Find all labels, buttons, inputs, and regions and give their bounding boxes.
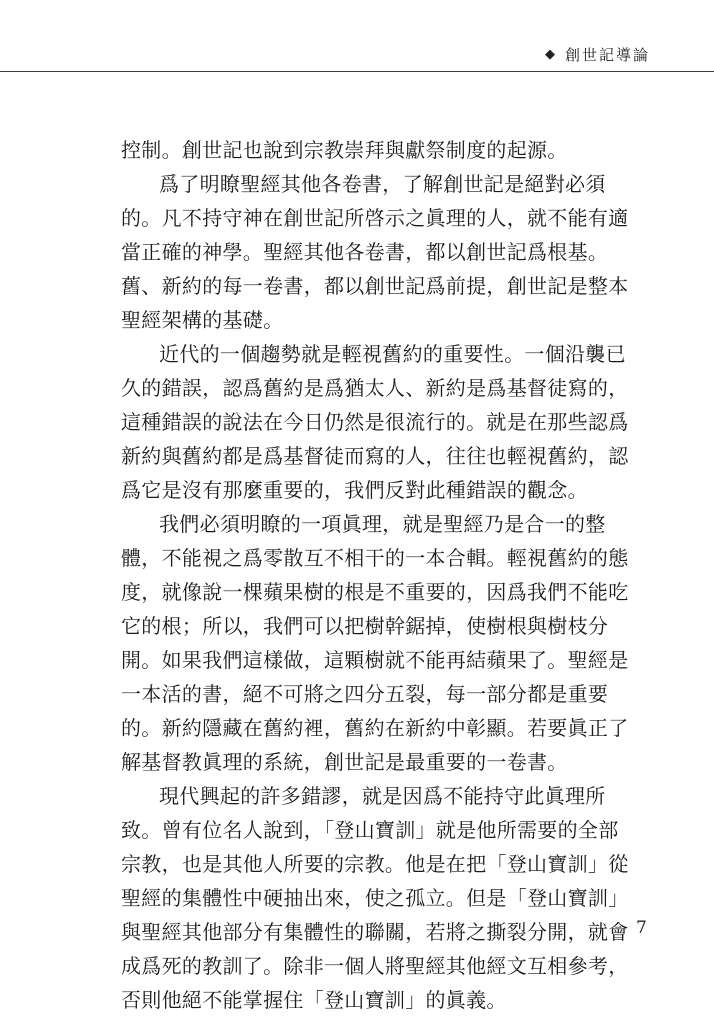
text-line: 爲了明瞭聖經其他各卷書，了解創世記是絕對必須 bbox=[159, 172, 606, 196]
header-rule bbox=[0, 71, 714, 72]
text-line: 的。新約隱藏在舊約裡，舊約在新約中彰顯。若要眞正了 bbox=[121, 716, 629, 740]
text-line: 宗教，也是其他人所要的宗教。他是在把「登山寶訓」從 bbox=[121, 852, 629, 876]
text-line: 致。曾有位名人說到，「登山寶訓」就是他所需要的全部 bbox=[121, 818, 619, 842]
text-line: 這種錯誤的說法在今日仍然是很流行的。就是在那些認爲 bbox=[121, 410, 629, 434]
text-line: 的。凡不持守神在創世記所啓示之眞理的人，就不能有適 bbox=[121, 206, 629, 230]
text-line: 它的根；所以，我們可以把樹幹鋸掉，使樹根與樹枝分 bbox=[121, 614, 609, 638]
text-line: 新約與舊約都是爲基督徒而寫的人，往往也輕視舊約，認 bbox=[121, 444, 629, 468]
text-line: 聖經架構的基礎。 bbox=[121, 308, 284, 332]
text-line: 解基督教眞理的系統，創世記是最重要的一卷書。 bbox=[121, 750, 568, 774]
body-text bbox=[121, 133, 629, 1017]
running-header-title: 創世記導論 bbox=[565, 45, 651, 64]
text-line: 開。如果我們這樣做，這顆樹就不能再結蘋果了。聖經是 bbox=[121, 648, 629, 672]
text-line: 現代興起的許多錯謬，就是因爲不能持守此眞理所 bbox=[159, 784, 606, 808]
text-line: 成爲死的教訓了。除非一個人將聖經其他經文互相參考， bbox=[121, 954, 629, 978]
text-line: 聖經的集體性中硬抽出來，使之孤立。但是「登山寶訓」 bbox=[121, 886, 629, 910]
text-line: 度，就像說一棵蘋果樹的根是不重要的，因爲我們不能吃 bbox=[121, 580, 629, 604]
text-line: 與聖經其他部分有集體性的聯關，若將之撕裂分開，就會 bbox=[121, 920, 629, 944]
running-header bbox=[545, 42, 650, 66]
text-line: 爲它是沒有那麼重要的，我們反對此種錯誤的觀念。 bbox=[121, 478, 588, 502]
text-line: 體，不能視之爲零散互不相干的一本合輯。輕視舊約的態 bbox=[121, 546, 629, 570]
text-line: 當正確的神學。聖經其他各卷書，都以創世記爲根基。 bbox=[121, 240, 609, 264]
text-line: 控制。創世記也說到宗教崇拜與獻祭制度的起源。 bbox=[121, 138, 568, 162]
text-line: 我們必須明瞭的一項眞理，就是聖經乃是合一的整 bbox=[159, 512, 606, 536]
text-line: 舊、新約的每一卷書，都以創世記爲前提，創世記是整本 bbox=[121, 274, 629, 298]
text-line: 久的錯誤，認爲舊約是爲猶太人、新約是爲基督徒寫的， bbox=[121, 376, 629, 400]
text-line: 近代的一個趨勢就是輕視舊約的重要性。一個沿襲已 bbox=[159, 342, 626, 366]
page-number: 7 bbox=[636, 918, 647, 938]
text-line: 否則他絕不能掌握住「登山寶訓」的眞義。 bbox=[121, 988, 507, 1012]
text-line: 一本活的書，絕不可將之四分五裂，每一部分都是重要 bbox=[121, 682, 609, 706]
diamond-icon: ◆ bbox=[545, 46, 557, 62]
